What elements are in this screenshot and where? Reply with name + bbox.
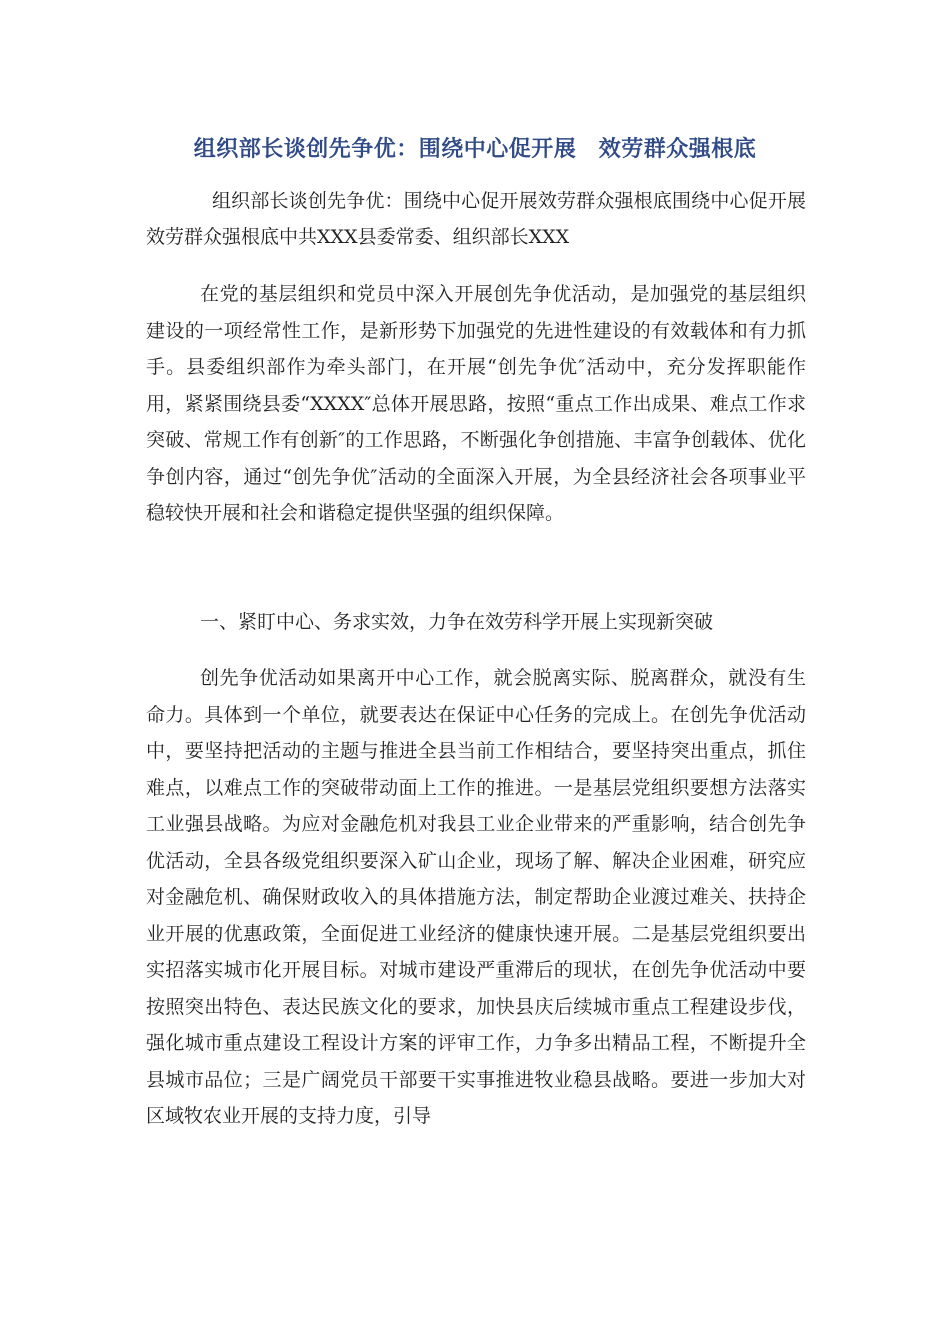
section-heading-1: 一、紧盯中心、务求实效，力争在效劳科学开展上实现新突破	[200, 611, 714, 633]
document-title: 组织部长谈创先争优：围绕中心促开展 效劳群众强根底	[193, 137, 757, 162]
paragraph-section-1: 创先争优活动如果离开中心工作，就会脱离实际、脱离群众，就没有生命力。具体到一个单位，就要表达在保证中心任务的完成上。在创先争优活动中，要坚持把活动的主题与推进全县当前工作相结合，要坚持突出重点，抓住难点，以难点工作的突破带动面上工作的推进。一是基层党组织要想方法落实工业强县战略。为应对金融危机对我县工业企业带来的严重影响，结合创先争优活动，全县各级党组织要深入矿山企业，现场了解、解决企业困难，研究应对金融危机、确保财政收入的具体措施方法，制定帮助企业渡过难关、扶持企业开展的优惠政策，全面促进工业经济的健康快速开展。二是基层党组织要出实招落实城市化开展目标。对城市建设严重滞后的现状，在创先争优活动中要按照突出特色、表达民族文化的要求，加快县庆后续城市重点工程建设步伐，强化城市重点建设工程设计方案的评审工作，力争多出精品工程，不断提升全县城市品位；三是广阔党员干部要干实事推进牧业稳县战略。要进一步加大对区域牧农业开展的支持力度，引导	[146, 667, 806, 1127]
document-subtitle: 组织部长谈创先争优：围绕中心促开展效劳群众强根底围绕中心促开展效劳群众强根底中共XXX县委常委、组织部长XXX	[146, 190, 806, 248]
paragraph-intro: 在党的基层组织和党员中深入开展创先争优活动，是加强党的基层组织建设的一项经常性工作，是新形势下加强党的先进性建设的有效载体和有力抓手。县委组织部作为牵头部门，在开展“创先争优″活动中，充分发挥职能作用，紧紧围绕县委“XXXX″总体开展思路，按照“重点工作出成果、难点工作求突破、常规工作有创新″的工作思路，不断强化争创措施、丰富争创载体、优化争创内容，通过“创先争优″活动的全面深入开展，为全县经济社会各项事业平稳较快开展和社会和谐稳定提供坚强的组织保障。	[146, 283, 806, 524]
